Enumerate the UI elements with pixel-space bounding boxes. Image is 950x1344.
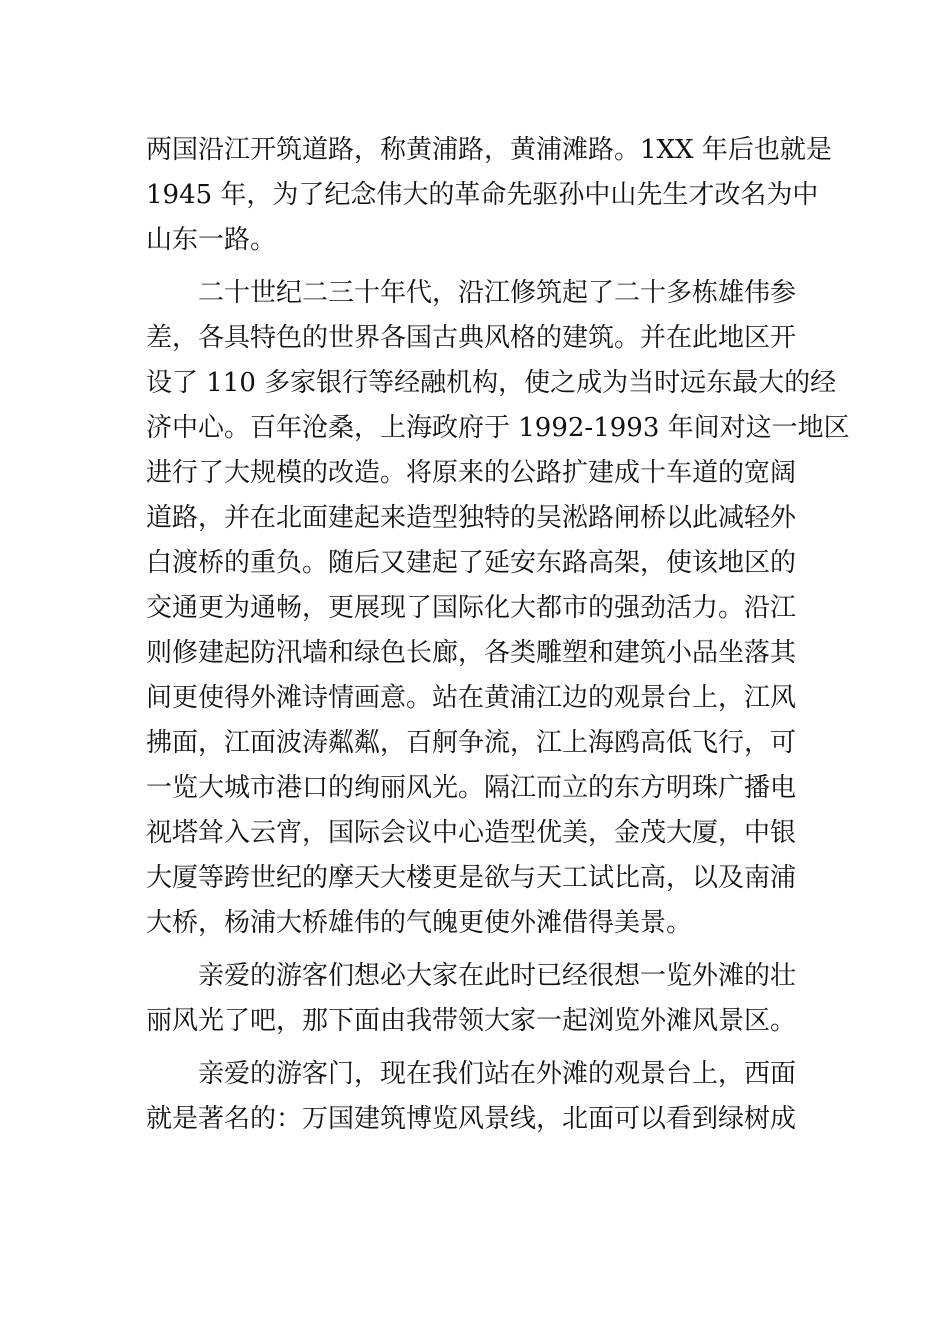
text-line: 白渡桥的重负。随后又建起了延安东路高架，使该地区的	[146, 548, 797, 578]
text-line: 进行了大规模的改造。将原来的公路扩建成十车道的宽阔	[146, 458, 797, 488]
text-line: 就是著名的：万国建筑博览风景线，北面可以看到绿树成	[146, 1104, 797, 1134]
text-line: 交通更为通畅，更展现了国际化大都市的强劲活力。沿江	[146, 593, 797, 623]
text-line: 山东一路。	[146, 225, 277, 255]
text-line: 拂面，江面波涛粼粼，百舸争流，江上海鸥高低飞行，可	[146, 728, 797, 758]
paragraph-4	[146, 1052, 818, 1142]
text-line: 差，各具特色的世界各国古典风格的建筑。并在此地区开	[146, 323, 797, 353]
document-body	[146, 128, 850, 1142]
text-line: 则修建起防汛墙和绿色长廊，各类雕塑和建筑小品坐落其	[146, 638, 797, 668]
text-line: 丽风光了吧，那下面由我带领大家一起浏览外滩风景区。	[146, 1006, 797, 1036]
text-line: 大桥，杨浦大桥雄伟的气魄更使外滩借得美景。	[146, 908, 693, 938]
text-line: 道路，并在北面建起来造型独特的吴淞路闸桥以此减轻外	[146, 503, 797, 533]
text-line: 设了 110 多家银行等经融机构，使之成为当时远东最大的经	[146, 368, 837, 398]
text-line: 一览大城市港口的绚丽风光。隔江而立的东方明珠广播电	[146, 773, 797, 803]
text-line: 两国沿江开筑道路，称黄浦路，黄浦滩路。1XX 年后也就是	[146, 135, 832, 165]
text-line: 大厦等跨世纪的摩天大楼更是欲与天工试比高，以及南浦	[146, 863, 797, 893]
text-line: 二十世纪二三十年代，沿江修筑起了二十多栋雄伟参	[198, 278, 797, 308]
text-line: 间更使得外滩诗情画意。站在黄浦江边的观景台上，江风	[146, 683, 797, 713]
text-line: 济中心。百年沧桑，上海政府于 1992-1993 年间对这一地区	[146, 413, 850, 443]
text-line: 亲爱的游客门，现在我们站在外滩的观景台上，西面	[198, 1059, 797, 1089]
text-line: 亲爱的游客们想必大家在此时已经很想一览外滩的壮	[198, 961, 797, 991]
text-line: 1945 年，为了纪念伟大的革命先驱孙中山先生才改名为中	[146, 180, 819, 210]
paragraph-3	[146, 954, 818, 1044]
text-line: 视塔耸入云宵，国际会议中心造型优美，金茂大厦，中银	[146, 818, 797, 848]
paragraph-2	[146, 271, 850, 946]
paragraph-1	[146, 128, 832, 263]
